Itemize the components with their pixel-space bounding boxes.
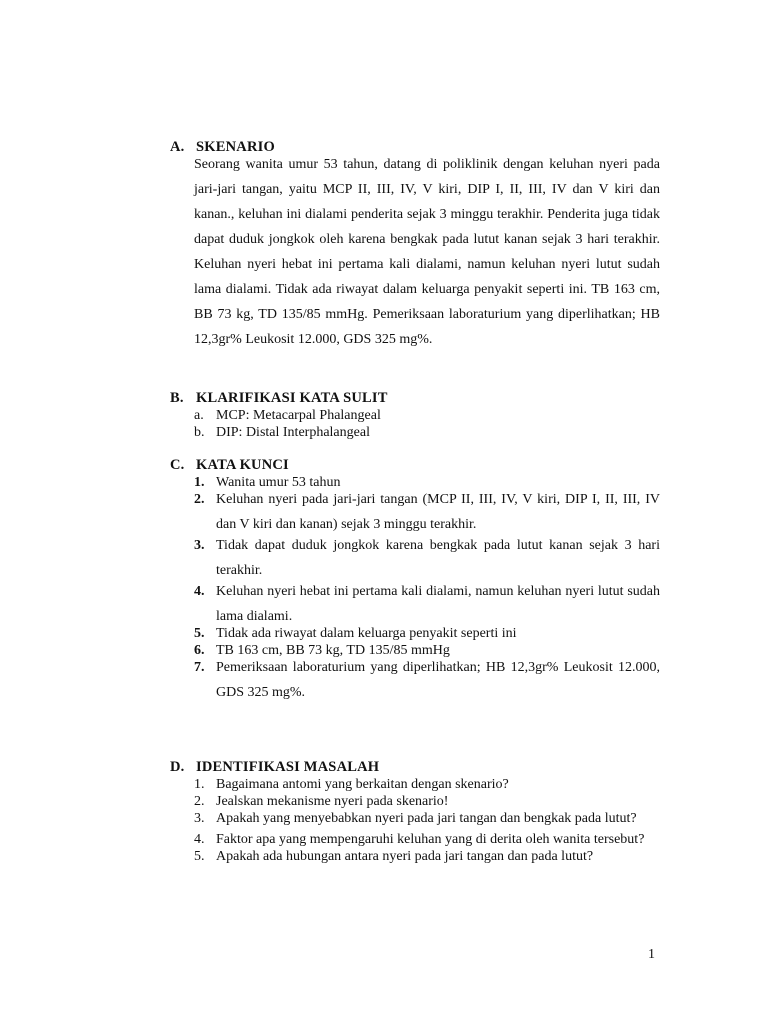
list-item-number: 5. bbox=[194, 849, 205, 864]
list-item-text: Jealskan mekanisme nyeri pada skenario! bbox=[216, 794, 449, 809]
section-title: SKENARIO bbox=[196, 139, 275, 155]
page-number: 1 bbox=[648, 947, 655, 962]
list-item bbox=[170, 848, 660, 865]
list-item-number: 1. bbox=[194, 777, 205, 792]
list-item-number: 4. bbox=[194, 584, 205, 599]
section-skenario bbox=[170, 138, 660, 352]
list-item-text: Keluhan nyeri pada jari-jari tangan (MCP II, III, IV, V kiri, DIP I, II, III, IV dan V kiri dan kanan) sejak 3 minggu terakhir. bbox=[216, 492, 660, 532]
section-letter: D. bbox=[170, 759, 185, 775]
list-item-number: 3. bbox=[194, 811, 205, 826]
list-item-number: b. bbox=[194, 425, 205, 440]
list-item-text: Apakah ada hubungan antara nyeri pada jari tangan dan pada lutut? bbox=[216, 849, 594, 864]
section-heading bbox=[170, 758, 660, 776]
section-letter: A. bbox=[170, 139, 185, 155]
list-item-text: Bagaimana antomi yang berkaitan dengan skenario? bbox=[216, 777, 509, 792]
list-item bbox=[170, 487, 660, 537]
list-item-text: Keluhan nyeri hebat ini pertama kali dialami, namun keluhan nyeri lutut sudah lama dialami. bbox=[216, 584, 660, 624]
list-item-text: Tidak ada riwayat dalam keluarga penyakit seperti ini bbox=[216, 626, 517, 641]
list-item-text: Tidak dapat duduk jongkok karena bengkak pada lutut kanan sejak 3 hari terakhir. bbox=[216, 538, 660, 578]
list-item-number: 6. bbox=[194, 643, 205, 658]
section-klarifikasi bbox=[170, 389, 660, 441]
list-item-number: 5. bbox=[194, 626, 205, 641]
section-title: KLARIFIKASI KATA SULIT bbox=[196, 390, 388, 406]
list-item bbox=[170, 424, 660, 441]
list-item-number: 7. bbox=[194, 660, 205, 675]
list-item bbox=[170, 625, 660, 642]
list-item-text: Faktor apa yang mempengaruhi keluhan yang di derita oleh wanita tersebut? bbox=[216, 832, 645, 847]
list-item-text: DIP: Distal Interphalangeal bbox=[216, 425, 370, 440]
list-item bbox=[170, 776, 660, 793]
list-item bbox=[170, 579, 660, 629]
list-item-text: Pemeriksaan laboraturium yang diperlihatkan; HB 12,3gr% Leukosit 12.000, GDS 325 mg%. bbox=[216, 660, 660, 700]
list-item-text: Wanita umur 53 tahun bbox=[216, 475, 341, 490]
section-letter: B. bbox=[170, 390, 184, 406]
list-item bbox=[170, 655, 660, 705]
list-item-number: 3. bbox=[194, 538, 205, 553]
section-kata-kunci bbox=[170, 456, 660, 701]
list-item-text: TB 163 cm, BB 73 kg, TD 135/85 mmHg bbox=[216, 643, 450, 658]
list-item-number: 2. bbox=[194, 492, 205, 507]
list-item-text: Apakah yang menyebabkan nyeri pada jari tangan dan bengkak pada lutut? bbox=[216, 811, 637, 826]
list-item-number: a. bbox=[194, 408, 204, 423]
list-item bbox=[170, 407, 660, 424]
section-title: IDENTIFIKASI MASALAH bbox=[196, 759, 380, 775]
list-item-number: 2. bbox=[194, 794, 205, 809]
section-identifikasi-masalah bbox=[170, 758, 660, 865]
section-title: KATA KUNCI bbox=[196, 457, 289, 473]
section-letter: C. bbox=[170, 457, 185, 473]
section-heading bbox=[170, 456, 660, 474]
list-item-text: MCP: Metacarpal Phalangeal bbox=[216, 408, 381, 423]
scenario-paragraph: Seorang wanita umur 53 tahun, datang di poliklinik dengan keluhan nyeri pada jari-jari tangan, yaitu MCP II, III, IV, V kiri, DIP I, II, III, IV dan V kiri dan kanan., keluhan ini dialami penderita sejak 3 minggu terakhir. Penderita juga tidak dapat duduk jongkok oleh karena bengkak pada lutut kanan sejak 3 hari terakhir. Keluhan nyeri hebat ini pertama kali dialami, namun keluhan nyeri lutut sudah lama dialami. Tidak ada riwayat dalam keluarga penyakit seperti ini. TB 163 cm, BB 73 kg, TD 135/85 mmHg. Pemeriksaan laboraturium yang diperlihatkan; HB 12,3gr% Leukosit 12.000, GDS 325 mg%. bbox=[194, 157, 660, 347]
section-heading bbox=[170, 389, 660, 407]
list-item bbox=[170, 533, 660, 583]
list-item-number: 1. bbox=[194, 475, 205, 490]
list-item-number: 4. bbox=[194, 832, 205, 847]
